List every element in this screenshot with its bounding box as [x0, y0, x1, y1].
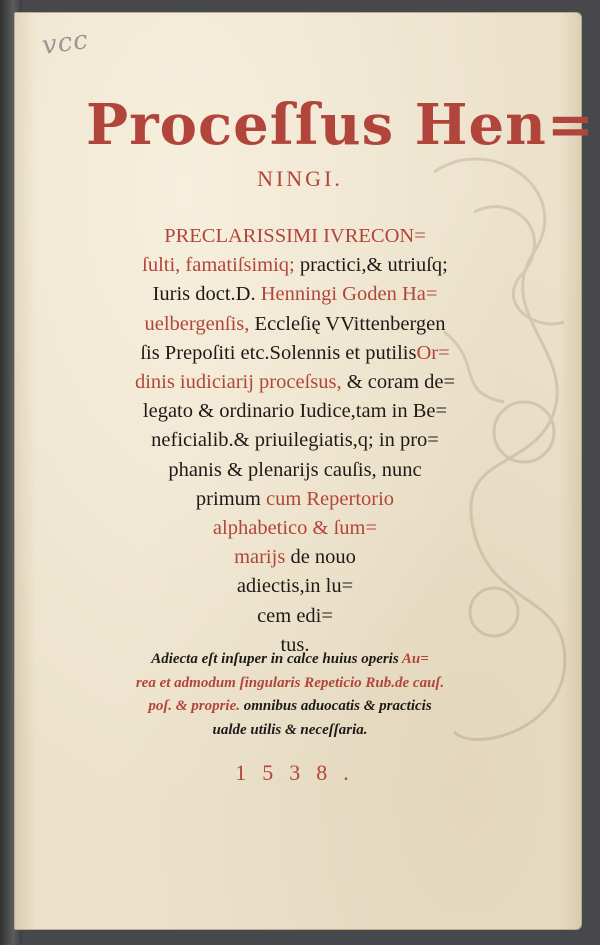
body-line	[90, 310, 500, 339]
imprint-year: 1538.	[235, 760, 365, 785]
body-text: de nouo	[285, 546, 356, 569]
title-continuation: NINGI.	[257, 166, 343, 191]
body-text: dinis iudiciarij proceſsus,	[134, 371, 342, 394]
body-text: Henningi Goden Ha=	[255, 283, 438, 306]
colophon-line	[80, 648, 500, 672]
colophon-text: Adiecta eſt inſuper in calce huius operis	[151, 651, 402, 667]
colophon-text: poſ. & proprie.	[148, 698, 240, 714]
body-text: uelbergenſis,	[144, 312, 250, 335]
body-line	[90, 456, 500, 485]
body-text: Eccleſię VVittenbergen	[249, 312, 446, 335]
body-text: cem edi=	[257, 604, 333, 627]
colophon-text: rea et admodum ſingularis Repeticio Rub.de cauſ.	[135, 674, 445, 691]
handwritten-note: vcc	[40, 24, 91, 62]
body-line	[90, 222, 500, 251]
body-text: Or=	[416, 341, 450, 364]
body-text: & coram de=	[341, 371, 456, 394]
body-text: legato & ordinario Iudice,tam in Be=	[142, 400, 448, 423]
body-line	[90, 397, 500, 426]
body-line	[90, 543, 500, 572]
body-line	[90, 426, 500, 455]
body-text: PRECLARISSIMI IVRECON=	[164, 225, 426, 247]
body-line	[90, 368, 500, 397]
body-text: tus.	[280, 633, 310, 656]
body-text: ſis Prepoſiti etc.Solennis et putilis	[140, 341, 417, 364]
body-text: ſulti, famatiſsimiq;	[142, 254, 295, 277]
colophon-text: omnibus aduocatis & practicis	[239, 698, 432, 714]
body-line	[90, 280, 500, 309]
title-heading: Proceſſus Hen=	[86, 92, 595, 158]
body-text: alphabetico & ſum=	[212, 517, 378, 540]
body-line	[90, 514, 500, 543]
colophon-line	[80, 695, 500, 719]
body-text: marijs	[234, 546, 286, 569]
body-line	[90, 339, 500, 368]
body-line	[90, 572, 500, 601]
colophon-text: ualde utilis & neceſſaria.	[212, 721, 368, 738]
body-text: neficialib.& priuilegiatis,q; in pro=	[151, 429, 439, 452]
colophon-text: Au=	[401, 651, 429, 667]
body-text: primum	[195, 487, 261, 510]
body-text: adiectis,in lu=	[236, 575, 354, 598]
body-line	[90, 485, 500, 514]
body-text: practici,& utriuſq;	[294, 254, 448, 277]
body-line	[90, 251, 500, 280]
colophon-note	[80, 648, 500, 742]
colophon-line	[80, 719, 500, 743]
body-text: cum Repertorio	[260, 487, 395, 510]
body-line	[90, 602, 500, 631]
colophon-line	[80, 672, 500, 696]
body-text: Iuris doct.D.	[152, 283, 256, 306]
title-description	[90, 222, 500, 660]
body-text: phanis & plenarijs cauſis, nunc	[168, 458, 422, 481]
